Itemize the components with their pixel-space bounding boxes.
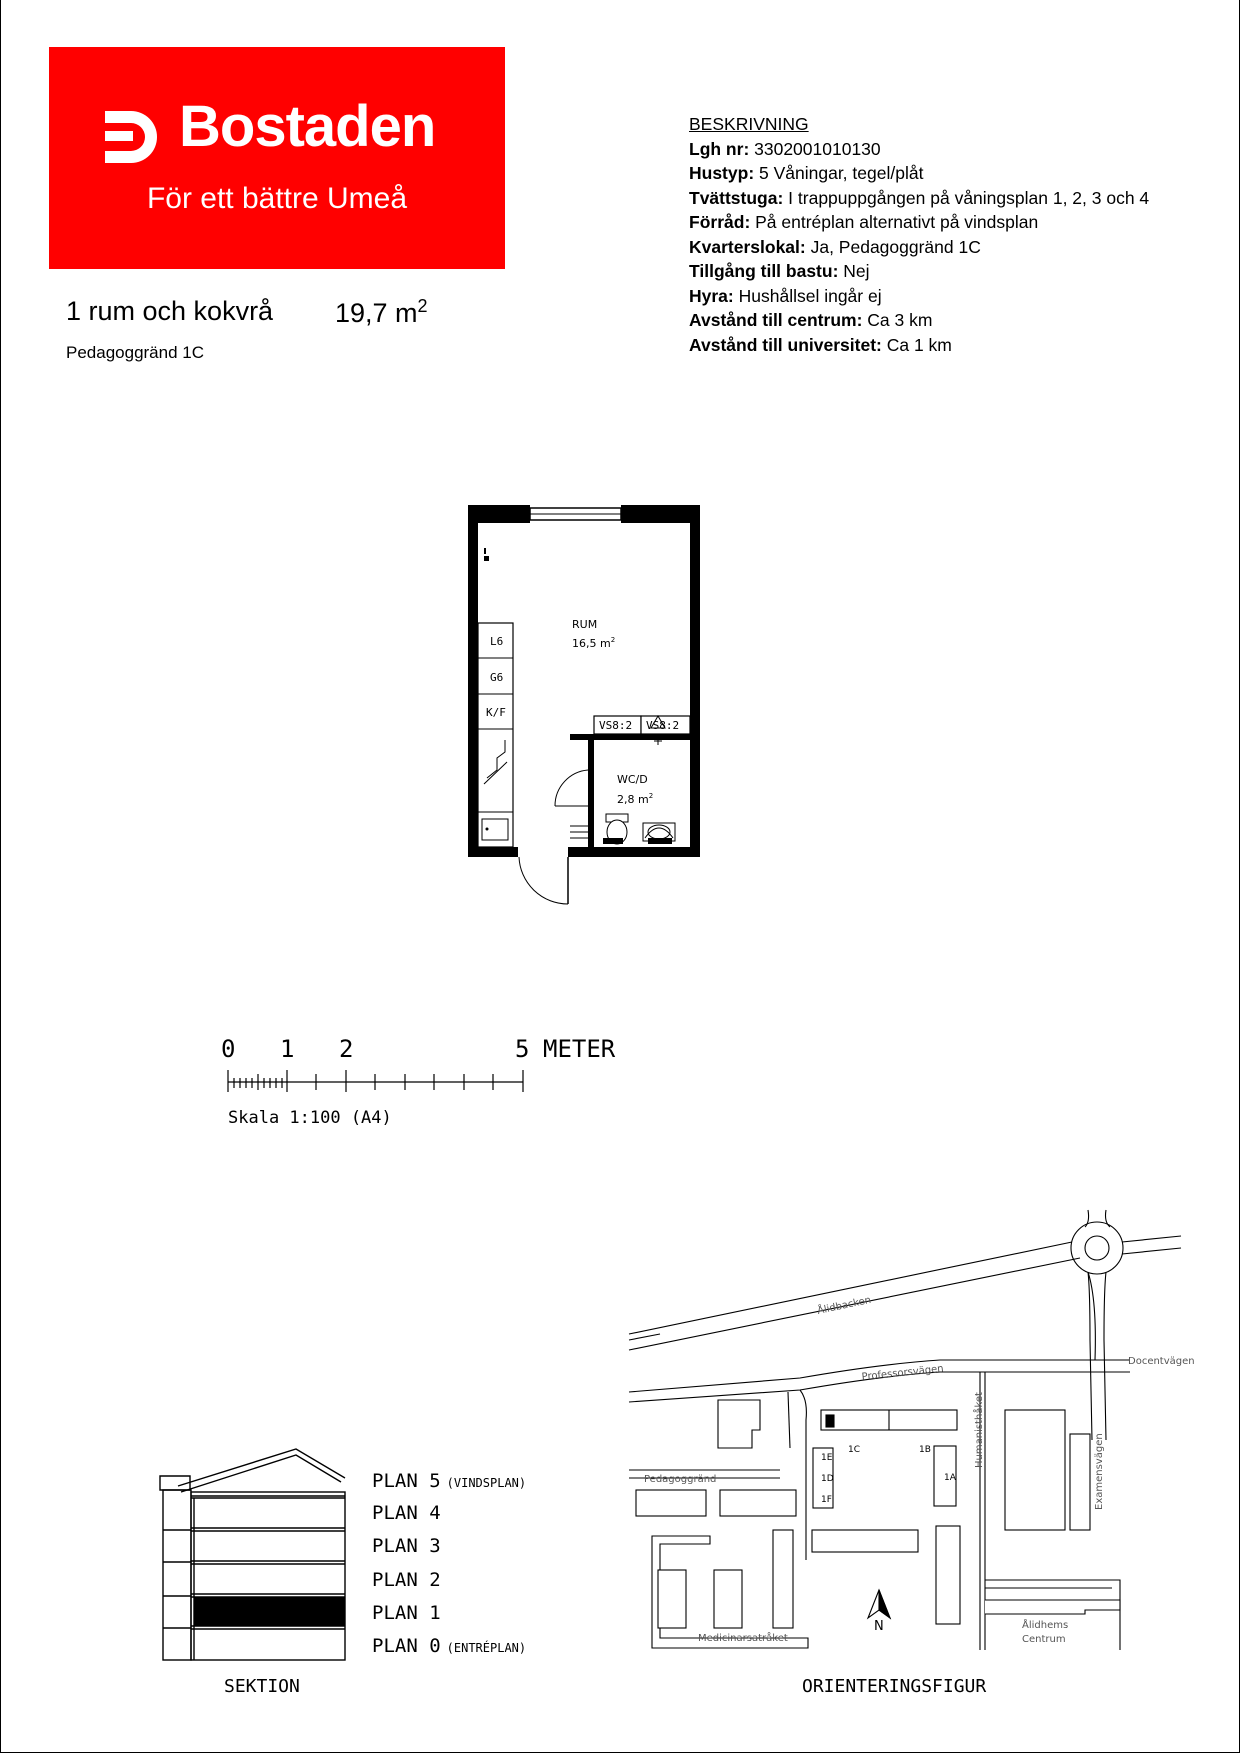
desc-row-universitet: Avstånd till universitet: Ca 1 km [689, 334, 952, 355]
north-label: N [874, 1619, 884, 1634]
building-1d: 1D [821, 1474, 834, 1484]
plan-2-label: PLAN 2 [372, 1569, 441, 1591]
desc-row-centrum: Avstånd till centrum: Ca 3 km [689, 310, 933, 330]
desc-row-hustyp: Hustyp: 5 Våningar, tegel/plåt [689, 163, 924, 183]
plan-0-label: PLAN 0 (ENTRÉPLAN) [372, 1635, 527, 1657]
closet-label-1: VS8:2 [599, 719, 633, 732]
street-medicinarsatraket: Medicinarsatråket [698, 1633, 788, 1644]
desc-row-forrad: Förråd: På entréplan alternativt på vindsplan [689, 212, 1039, 232]
building-1b: 1B [919, 1445, 931, 1455]
desc-row-hyra: Hyra: Hushållsel ingår ej [689, 285, 882, 306]
scale-tick-5: 5 [515, 1035, 530, 1063]
desc-row-lgh: Lgh nr: 3302001010130 [689, 138, 881, 159]
room-area: 16,5 $m^2$ [572, 636, 616, 650]
wc-area: 2,8 $m^2$ [617, 792, 654, 806]
scale-bar [228, 1070, 523, 1092]
desc-row-kvarterslokal: Kvarterslokal: Ja, Pedagoggränd 1C [689, 236, 981, 257]
map-caption: ORIENTERINGSFIGUR [802, 1676, 987, 1697]
plan-5-label: PLAN 5 (VINDSPLAN) [372, 1470, 527, 1492]
appliance-kf: K/F [486, 706, 506, 719]
apartment-area: 19,7 $m^2$ [335, 296, 428, 328]
street-humanisthaket: Humanisthåket [974, 1392, 985, 1468]
desc-row-tvattstuga: Tvättstuga: I trappuppgången på våningsplan 1, 2, 3 och 4 [689, 187, 1150, 208]
wc-name: WC/D [617, 773, 648, 786]
closet-label-2: VS8:2 [646, 719, 680, 732]
scale-tick-0: 0 [221, 1035, 236, 1063]
building-section [160, 1449, 345, 1660]
appliance-g6: G6 [490, 671, 504, 684]
scale-tick-1: 1 [280, 1035, 295, 1063]
scale-caption: Skala 1:100 (A4) [228, 1108, 392, 1128]
street-docentvagen: Docentvägen [1128, 1356, 1195, 1367]
plan-1-label: PLAN 1 [372, 1602, 441, 1624]
building-1f: 1F [821, 1495, 832, 1505]
street-alidbacken: Ålidbacken [816, 1294, 873, 1317]
apartment-type: 1 rum och kokvrå [66, 296, 274, 326]
highlighted-floor [194, 1597, 345, 1626]
street-professorsvagen: Professorsvägen [861, 1363, 945, 1383]
building-1c: 1C [848, 1445, 861, 1455]
orientation-map [629, 1210, 1181, 1650]
brand-name: Bostaden [179, 94, 436, 159]
apartment-address: Pedagoggränd 1C [66, 343, 205, 362]
street-pedagoggrand: Pedagoggränd [644, 1474, 717, 1485]
scale-unit: METER [543, 1035, 616, 1063]
plan-3-label: PLAN 3 [372, 1535, 441, 1557]
desc-row-bastu: Tillgång till bastu: Nej [689, 261, 870, 281]
appliance-l6: L6 [490, 635, 504, 648]
place-centrum: Centrum [1022, 1634, 1066, 1645]
place-alidhems: Ålidhems [1022, 1620, 1069, 1631]
scale-tick-2: 2 [339, 1035, 354, 1063]
plan-4-label: PLAN 4 [372, 1502, 441, 1524]
brand-tagline: För ett bättre Umeå [146, 182, 408, 215]
section-caption: SEKTION [224, 1676, 300, 1697]
floor-plan [468, 505, 700, 904]
building-1a: 1A [944, 1473, 956, 1483]
room-name: RUM [572, 618, 598, 631]
street-examensvagen: Examensvägen [1094, 1433, 1105, 1510]
building-1e: 1E [821, 1453, 833, 1463]
description-heading: BESKRIVNING [689, 114, 809, 134]
